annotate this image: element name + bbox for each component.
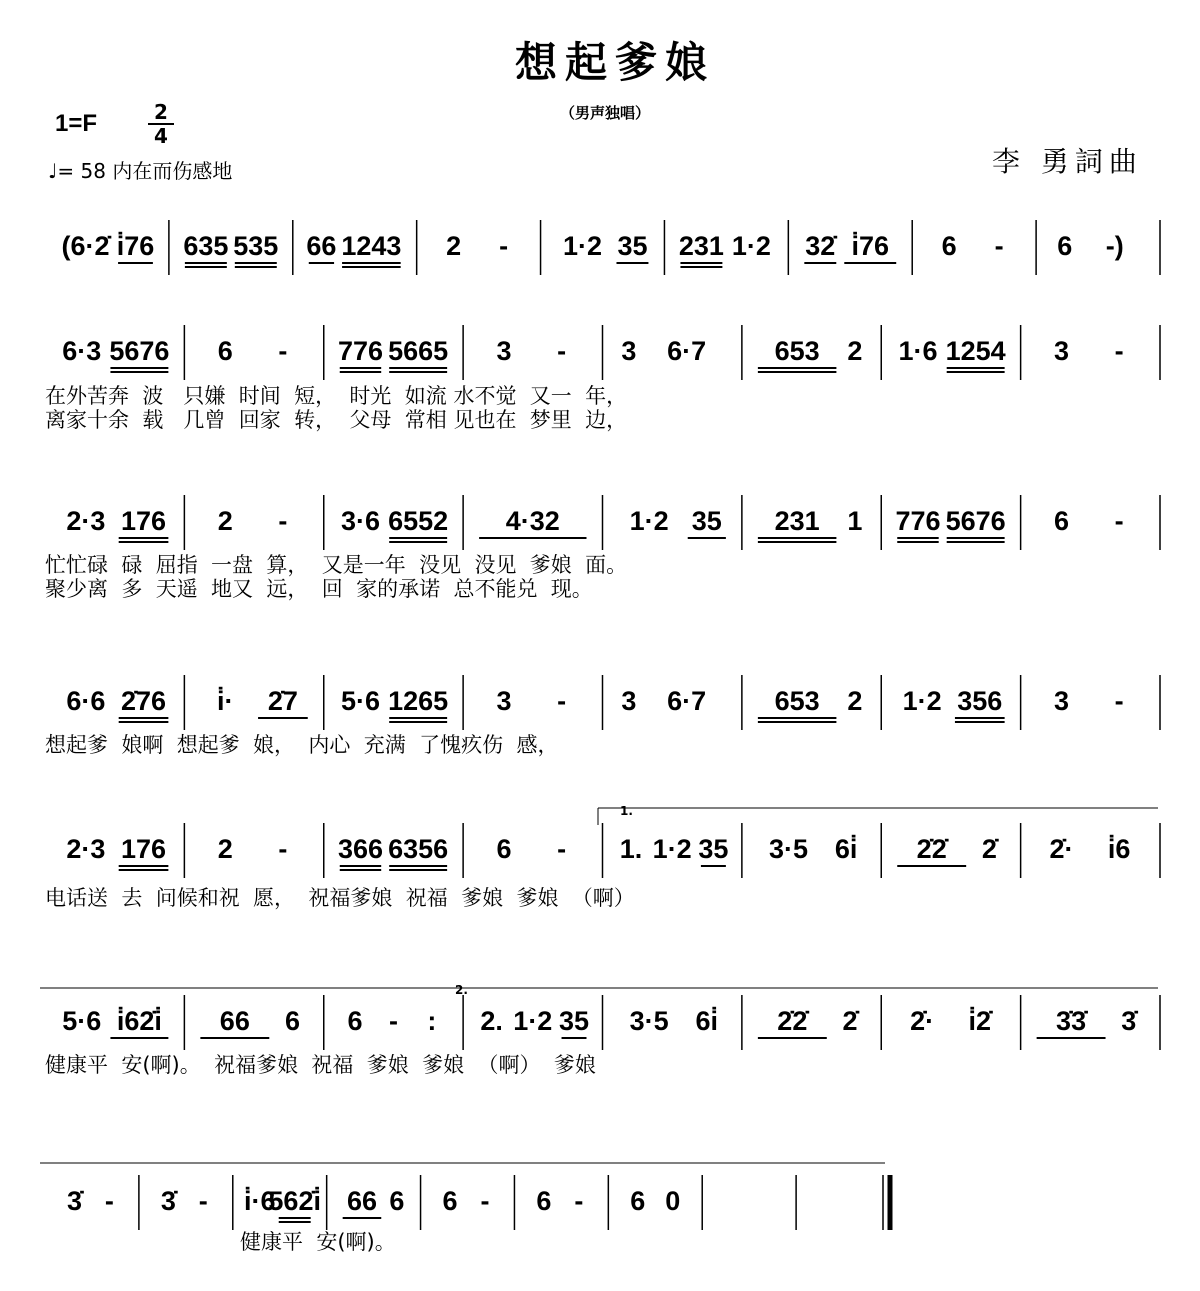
note-group: 635 [183, 231, 229, 261]
note-group: 6 [285, 1006, 301, 1036]
note-group: 176 [121, 506, 167, 536]
note-group: 562̇i̇ [268, 1186, 321, 1216]
note-group: 176 [121, 834, 167, 864]
key-signature: 1=F [55, 110, 98, 137]
note-group: - [198, 1186, 208, 1216]
note-group: - [1114, 686, 1124, 716]
note-group: 6 [496, 834, 512, 864]
note-group: 535 [233, 231, 279, 261]
tempo-marking: ♩= 58 内在而伤感地 [48, 159, 233, 183]
note-group: 776 [895, 506, 941, 536]
note-group: 776 [337, 336, 384, 366]
note-group: 653 [774, 686, 820, 716]
note-group: 2. [480, 1006, 503, 1036]
note-group: 231 [678, 231, 724, 261]
note-group: 2·3 [66, 506, 106, 536]
note-group: 2̇ [842, 1006, 858, 1036]
note-group: 4·32 [505, 506, 560, 536]
note-group: i̇·6 [243, 1186, 276, 1216]
note-group: - [278, 506, 288, 536]
note-group: 1 [847, 506, 863, 536]
note-group: i̇62̇i̇ [116, 1006, 162, 1036]
note-group: 1·2 [563, 231, 603, 261]
note-group: i̇· [216, 686, 234, 716]
note-group: 5676 [109, 336, 170, 366]
lyric-line: 离家十余 载 几曾 回家 转， 父母 常相 见也在 梦里 边， [45, 408, 628, 432]
note-group: 6 [442, 1186, 458, 1216]
note-group: 2̇7 [267, 686, 298, 716]
note-group: 3 [621, 336, 637, 366]
note-group: 2̇· [1049, 834, 1074, 864]
note-group: 1·2 [652, 834, 692, 864]
note-group: 6 [941, 231, 957, 261]
note-group: 2 [217, 834, 233, 864]
note-group: (6·2̇ [61, 231, 110, 261]
note-group: 6 [217, 336, 233, 366]
note-group: 1254 [945, 336, 1006, 366]
note-group: - [499, 231, 509, 261]
note-group: - [388, 1006, 398, 1036]
note-group: 2̇2̇ [916, 834, 947, 864]
note-group: 6 [630, 1186, 646, 1216]
note-group: i̇2̇ [968, 1006, 992, 1036]
note-group: - [278, 336, 288, 366]
lyric-line: 忙忙碌 碌 屈指 一盘 算， 又是一年 没见 没见 爹娘 面。 [45, 553, 628, 577]
note-group: 6 [389, 1186, 405, 1216]
note-group: 6i̇ [695, 1006, 719, 1036]
note-group: 653 [774, 336, 820, 366]
note-group: - [574, 1186, 584, 1216]
note-group: 3̇3̇ [1056, 1006, 1087, 1036]
note-group: 0 [665, 1186, 681, 1216]
note-group: 3·6 [340, 506, 380, 536]
note-group: 2̇2̇ [777, 1006, 808, 1036]
volta-2-label: 2. [455, 983, 468, 997]
note-group: 6·6 [66, 686, 106, 716]
note-group: 6 [1057, 231, 1073, 261]
song-title: 想起爹娘 [514, 38, 715, 87]
time-signature-top: 2 [154, 100, 168, 124]
note-group: 32̇ [805, 231, 836, 261]
note-group: 3̇ [1121, 1006, 1137, 1036]
note-group: 66 [219, 1006, 250, 1036]
song-subtitle: （男声独唱） [559, 104, 650, 122]
note-group: 35 [698, 834, 729, 864]
note-group: - [104, 1186, 114, 1216]
note-group: 2·3 [66, 834, 106, 864]
note-group: 6 [347, 1006, 363, 1036]
lyric-line: 在外苦奔 波 只嫌 时间 短， 时光 如流 水不觉 又一 年， [45, 384, 628, 408]
note-group: 35 [617, 231, 648, 261]
note-group: -) [1105, 231, 1124, 261]
note-group: 1243 [341, 231, 402, 261]
note-group: 356 [957, 686, 1003, 716]
note-group: i̇76 [116, 231, 155, 261]
note-group: 2̇76 [121, 686, 167, 716]
note-group: 3 [1053, 686, 1069, 716]
note-group: 366 [337, 834, 384, 864]
note-group: - [278, 834, 288, 864]
note-group: 35 [558, 1006, 590, 1036]
note-group: 3̇ [66, 1186, 82, 1216]
note-group: 6·7 [667, 686, 707, 716]
note-group: 6552 [388, 506, 449, 536]
note-group: i̇76 [851, 231, 890, 261]
note-group: 5665 [388, 336, 449, 366]
note-group: 5·6 [340, 686, 380, 716]
note-group: 1·2 [513, 1006, 553, 1036]
note-group: - [1114, 506, 1124, 536]
note-group: 66 [346, 1186, 377, 1216]
note-group: 35 [691, 506, 722, 536]
lyric-line: 健康平 安(啊)。 祝福爹娘 祝福 爹娘 爹娘 （啊） 爹娘 [45, 1053, 596, 1077]
note-group: 3·5 [768, 834, 809, 864]
note-group: 3·5 [629, 1006, 669, 1036]
note-group: 6·3 [62, 336, 102, 366]
time-signature-bottom: 4 [154, 124, 168, 148]
note-group: 5·6 [62, 1006, 102, 1036]
note-group: i̇6 [1107, 834, 1131, 864]
note-group: 6356 [388, 834, 449, 864]
volta-1-label: 1. [620, 804, 633, 818]
note-group: 1·2 [629, 506, 669, 536]
note-group: 1·6 [898, 336, 938, 366]
note-group: 2̇· [910, 1006, 935, 1036]
note-group: 6 [536, 1186, 552, 1216]
note-group: 3̇ [160, 1186, 176, 1216]
lyric-line: 电话送 去 问候和祝 愿， 祝福爹娘 祝福 爹娘 爹娘 （啊） [45, 886, 635, 910]
note-group: - [1114, 336, 1124, 366]
note-group: 3 [496, 336, 512, 366]
author-credit: 李 勇詞曲 [992, 145, 1143, 178]
note-group: 1·2 [731, 231, 771, 261]
note-group: 1265 [388, 686, 449, 716]
note-group: 2 [847, 686, 863, 716]
note-group: 6i̇ [834, 834, 858, 864]
note-group: 6·7 [667, 336, 707, 366]
lyric-line: 聚少离 多 天遥 地又 远， 回 家的承诺 总不能兑 现。 [45, 577, 593, 601]
lyric-line: 想起爹 娘啊 想起爹 娘， 内心 充满 了愧疚伤 感， [45, 733, 559, 757]
note-group: 2 [446, 231, 462, 261]
note-group: 231 [774, 506, 820, 536]
note-group: 3 [621, 686, 637, 716]
note-group: 2̇ [981, 834, 997, 864]
lyric-line: 健康平 安(啊)。 [240, 1230, 396, 1254]
note-group: 5676 [945, 506, 1006, 536]
note-group: - [557, 834, 567, 864]
note-group: : [427, 1006, 437, 1036]
note-group: 3 [1053, 336, 1069, 366]
note-group: 66 [306, 231, 337, 261]
note-group: 2 [217, 506, 233, 536]
note-group: 1. [619, 834, 643, 864]
note-group: - [480, 1186, 490, 1216]
note-group: - [557, 686, 567, 716]
note-group: 2 [847, 336, 863, 366]
note-group: 6 [1053, 506, 1069, 536]
note-group: - [994, 231, 1004, 261]
note-group: 1·2 [902, 686, 942, 716]
note-group: 3 [496, 686, 512, 716]
note-group: - [557, 336, 567, 366]
